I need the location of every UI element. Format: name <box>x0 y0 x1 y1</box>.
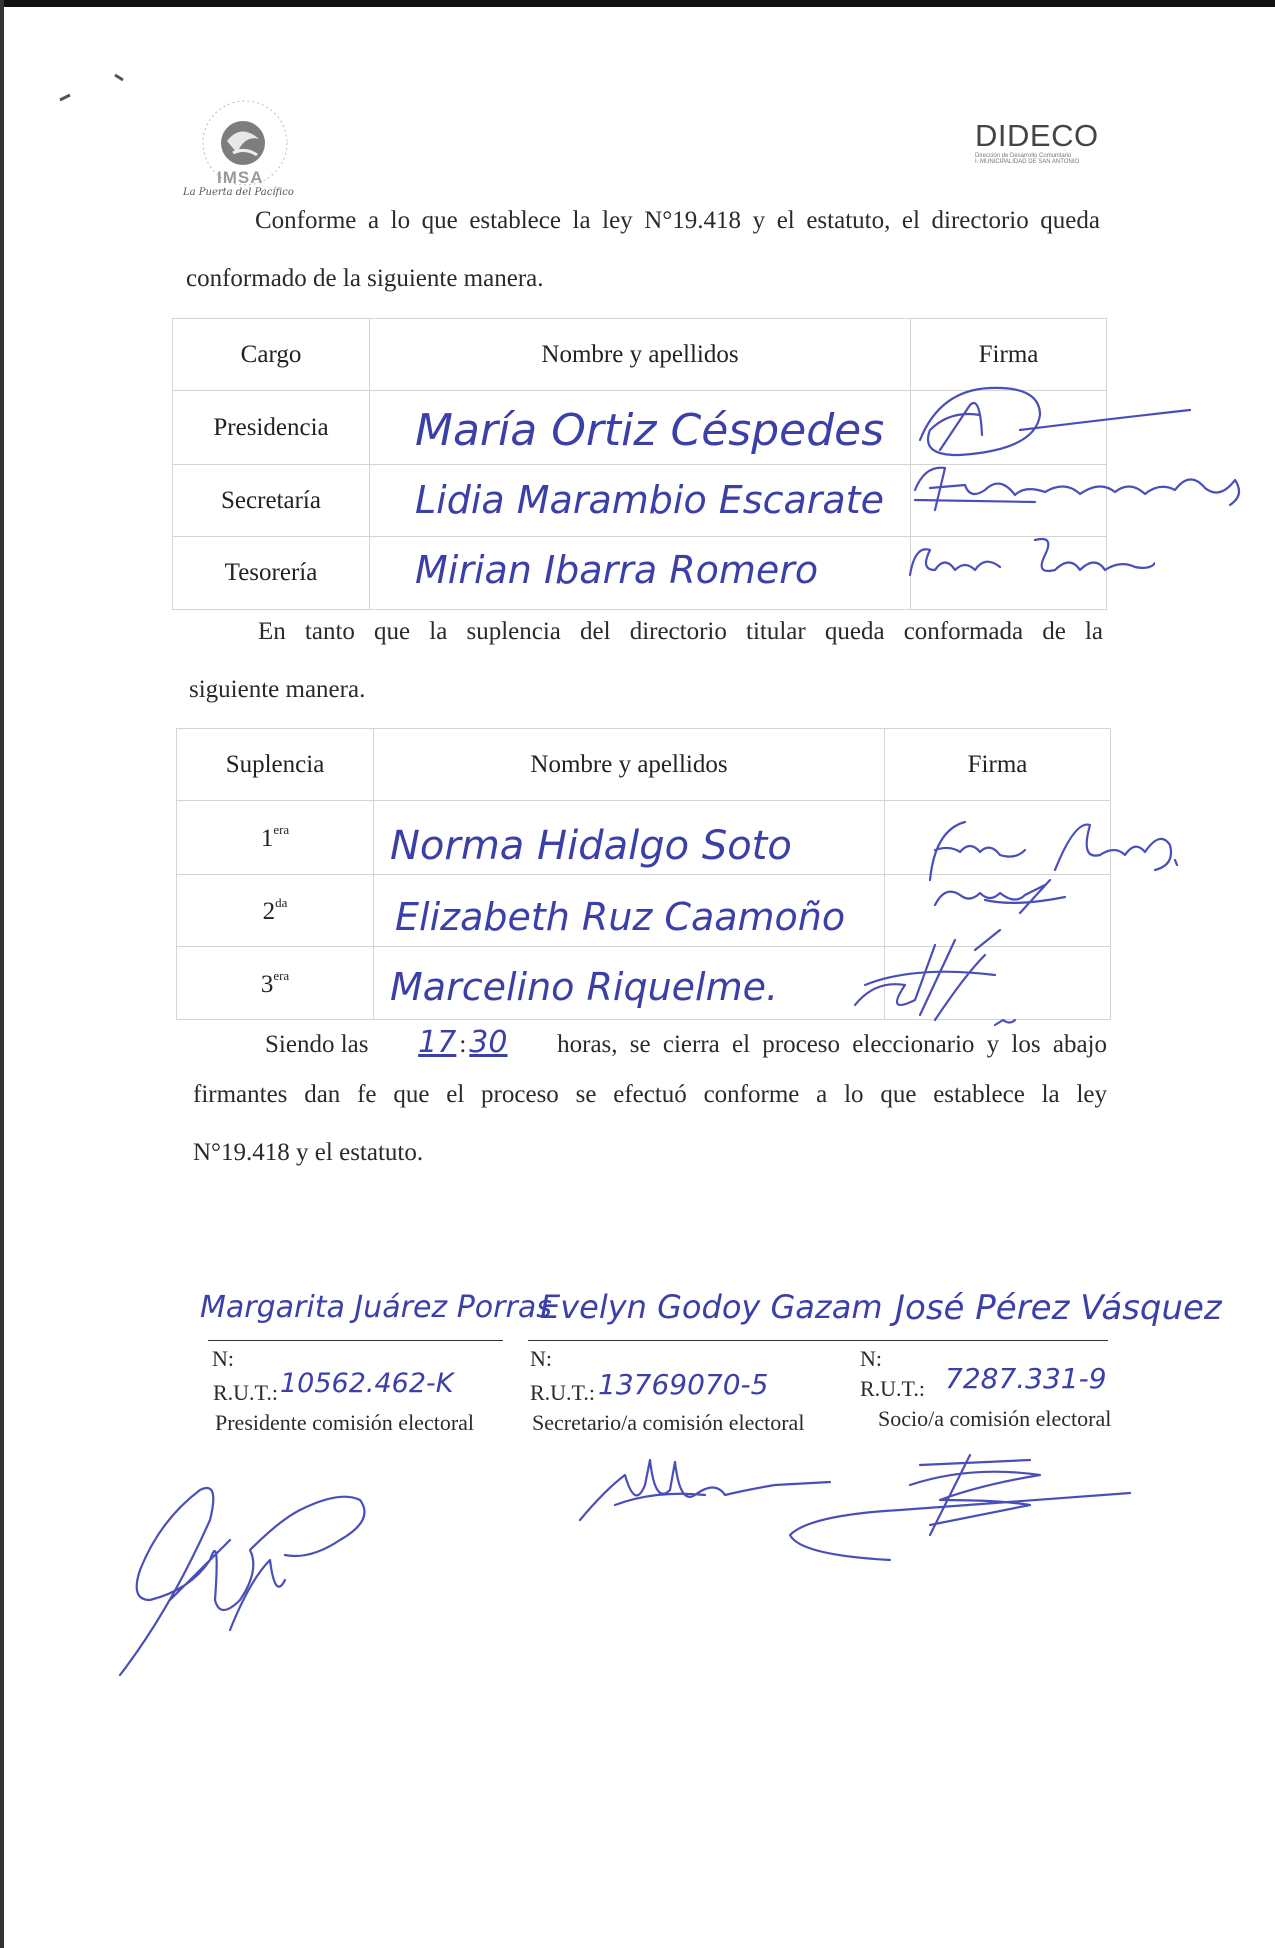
dideco-logo <box>975 118 1125 188</box>
comision-2-rut-label: R.U.T.: <box>530 1380 595 1405</box>
signature-comision-1 <box>110 1460 380 1680</box>
cierre-line-3: N°19.418 y el estatuto. <box>193 1139 424 1166</box>
comision-1-rut: 10562.462-K <box>280 1368 454 1399</box>
header-firma: Firma <box>911 319 1107 391</box>
suplencia-num-cell <box>177 801 374 875</box>
intro-line-1: Conforme a lo que establece la ley N°19.418 y el estatuto, el directorio queda <box>255 207 1100 234</box>
comision-3-rut: 7287.331-9 <box>945 1362 1107 1395</box>
comision-3-handwritten-name: José Pérez Vásquez <box>895 1288 1222 1328</box>
cargo-cell: Tesorería <box>173 537 370 610</box>
scan-top-edge <box>0 0 1275 7</box>
cierre-minute: 30 <box>469 1025 508 1060</box>
dideco-logo-subtitle: Dirección de Desarrollo Comunitario <box>975 153 1072 159</box>
comision-3-line <box>860 1340 1108 1341</box>
cierre-line-1 <box>265 1025 1107 1060</box>
comision-2-n-label: N: <box>530 1346 552 1371</box>
comision-3-rut-label: R.U.T.: <box>860 1376 925 1401</box>
dideco-logo-subtitle2: I. MUNICIPALIDAD DE SAN ANTONIO <box>975 159 1080 165</box>
suplencia-num: 3 <box>260 970 274 998</box>
imsa-logo-name: IMSA <box>217 168 264 187</box>
suplencia-num-cell <box>177 875 374 947</box>
header-nombre: Nombre y apellidos <box>370 319 911 391</box>
suplencia-intro-line-2: siguiente manera. <box>189 676 366 703</box>
signature-secretaria <box>905 450 1245 520</box>
header-suplencia: Suplencia <box>177 729 374 801</box>
suplencia-header-row <box>177 729 1111 801</box>
signature-comision-3 <box>780 1445 1140 1570</box>
signature-tesoreria <box>905 525 1155 595</box>
comision-3-n-label: N: <box>860 1346 882 1371</box>
cargo-cell: Secretaría <box>173 465 370 537</box>
suplencia-num: 1 <box>260 825 274 852</box>
suplencia-ordinal: da <box>275 895 288 910</box>
comision-1-rut-label: R.U.T.: <box>213 1380 278 1405</box>
suplencia-num-cell <box>177 947 374 1020</box>
handwritten-name-suplente-1: Norma Hidalgo Soto <box>390 823 792 869</box>
imsa-logo-tagline: La Puerta del Pacífico <box>183 187 294 198</box>
signature-suplente-3 <box>825 925 1025 1035</box>
dideco-logo-name: DIDECO <box>975 118 1099 153</box>
comision-1-n-label: N: <box>212 1346 234 1371</box>
scan-left-edge <box>0 0 4 1948</box>
suplencia-ordinal: era <box>273 967 290 983</box>
comision-2-rut: 13769070-5 <box>598 1368 769 1401</box>
suplencia-ordinal: era <box>273 822 290 837</box>
signature-suplente-2 <box>925 875 1085 920</box>
cierre-colon: : <box>459 1031 467 1058</box>
comision-3-role: Socio/a comisión electoral <box>878 1406 1112 1431</box>
header-cargo: Cargo <box>173 319 370 391</box>
comision-1-line <box>208 1340 503 1341</box>
suplencia-num: 2 <box>262 898 276 925</box>
cargo-cell: Presidencia <box>173 391 370 465</box>
comision-2-handwritten-name: Evelyn Godoy Gazam <box>540 1288 883 1326</box>
cierre-suffix: horas, se cierra el proceso eleccionario y los abajo <box>557 1031 1107 1058</box>
handwritten-name-suplente-2: Elizabeth Ruz Caamoño <box>395 895 846 939</box>
cierre-time <box>418 1025 508 1060</box>
header-nombre: Nombre y apellidos <box>374 729 885 801</box>
handwritten-name-secretaria: Lidia Marambio Escarate <box>415 478 884 522</box>
header-firma: Firma <box>885 729 1111 801</box>
cierre-prefix: Siendo las <box>265 1031 369 1058</box>
comision-1-handwritten-name: Margarita Juárez Porras <box>200 1290 552 1325</box>
suplencia-intro-line-1: En tanto que la suplencia del directorio titular queda conformada de la <box>258 618 1103 645</box>
imsa-logo <box>175 95 305 205</box>
comision-2-role: Secretario/a comisión electoral <box>532 1410 805 1435</box>
handwritten-name-presidencia: María Ortiz Céspedes <box>415 405 885 456</box>
comision-2-line <box>528 1340 863 1341</box>
intro-line-2: conformado de la siguiente manera. <box>186 265 544 292</box>
cierre-hour: 17 <box>418 1025 457 1060</box>
comision-1-role: Presidente comisión electoral <box>215 1410 475 1435</box>
handwritten-name-tesoreria: Mirian Ibarra Romero <box>415 548 819 592</box>
handwritten-name-suplente-3: Marcelino Riquelme. <box>390 965 779 1009</box>
cierre-line-2: firmantes dan fe que el proceso se efectuó conforme a lo que establece la ley <box>193 1081 1107 1108</box>
scan-speck <box>55 65 125 110</box>
